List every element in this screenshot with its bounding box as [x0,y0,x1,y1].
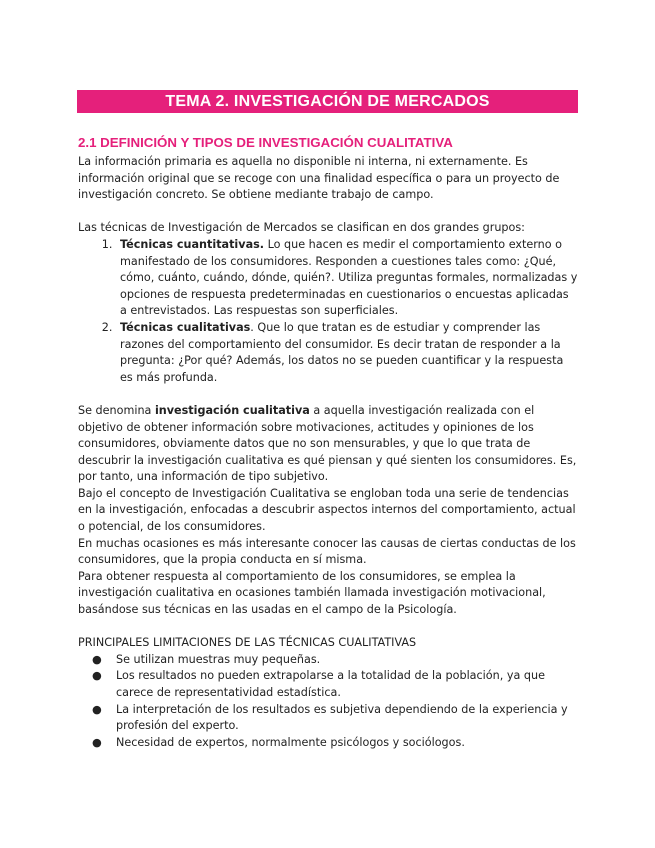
list-item [116,237,578,320]
section-title: 2.1 DEFINICIÓN Y TIPOS DE INVESTIGACIÓN CUALITATIVA [78,135,453,150]
bullet-icon: ● [92,702,102,716]
groups-intro: Las técnicas de Investigación de Mercados se clasifican en dos grandes grupos: [78,221,525,235]
bullet-icon: ● [92,652,102,666]
paragraph-motivational: Para obtener respuesta al comportamiento de los consumidores, se emplea la investigación cualitativa en ocasiones también llamada investigación motivacional, basándose sus técnicas en las usadas en el campo de la Psicología. [78,569,546,617]
bullet-icon: ● [92,669,102,683]
paragraph-causes: En muchas ocasiones es más interesante conocer las causas de ciertas conductas de los consumidores, que la propia conducta en sí misma. [78,536,576,567]
definition-term: investigación cualitativa [154,403,310,417]
group-title-qualitative: Técnicas cualitativas [120,320,251,334]
document-body [78,134,578,751]
limitations-list [78,652,578,752]
paragraph-concept: Bajo el concepto de Investigación Cualitativa se engloban toda una serie de tendencias en la investigación, enfocadas a descubrir aspectos internos del comportamiento, actual o potencial, de los consumidores. [78,486,576,534]
list-item: ● Se utilizan muestras muy pequeñas. [116,652,578,669]
list-item: ● Necesidad de expertos, normalmente psicólogos y sociólogos. [116,735,578,752]
limitations-heading: PRINCIPALES LIMITACIONES DE LAS TÉCNICAS CUALITATIVAS [78,636,417,650]
intro-paragraph: La información primaria es aquella no disponible ni interna, ni externamente. Es información original que se recoge con una finalidad específica o para un proyecto de investigación concreto. Se obtiene mediante trabajo de campo. [78,155,560,202]
definition-paragraph: Se denomina investigación cualitativa a aquella investigación realizada con el objetivo de obtener información sobre motivaciones, actitudes y opiniones de los consumidores, obviamente datos que no son mensurables, y que lo que trata de descubrir la investigación cualitativa es qué piensan y qué sienten los consumidores. Es, por tanto, una información de tipo subjetivo. [78,403,577,484]
technique-groups-list [78,237,578,386]
list-item: ● La interpretación de los resultados es subjetiva dependiendo de la experiencia y profesión del experto. [92,702,568,733]
list-item: ● Los resultados no pueden extrapolarse a la totalidad de la población, ya que carece de representatividad estadística. [92,669,545,699]
chapter-banner: TEMA 2. INVESTIGACIÓN DE MERCADOS [77,90,578,113]
list-item [116,320,578,386]
group-text-qualitative: . Que lo que tratan es de estudiar y comprender las razones del comportamiento del consumidor. Es decir tratan de responder a la pregunta: ¿Por qué? Además, los datos no se pueden cuantificar y la respuesta es más profunda. [120,320,564,384]
group-title-quantitative: Técnicas cuantitativas. [120,237,265,251]
group-text-quantitative: Lo que hacen es medir el comportamiento externo o manifestado de los consumidores. Responden a cuestiones tales como: ¿Qué, cómo, cuánto, cuándo, dónde, quién?. Utiliza preguntas formales, normalizadas y opciones de respuesta predeterminadas en cuestionarios o encuestas aplicadas a entrevistados. Las respuestas son superficiales. [120,237,578,318]
bullet-icon: ● [92,735,102,749]
